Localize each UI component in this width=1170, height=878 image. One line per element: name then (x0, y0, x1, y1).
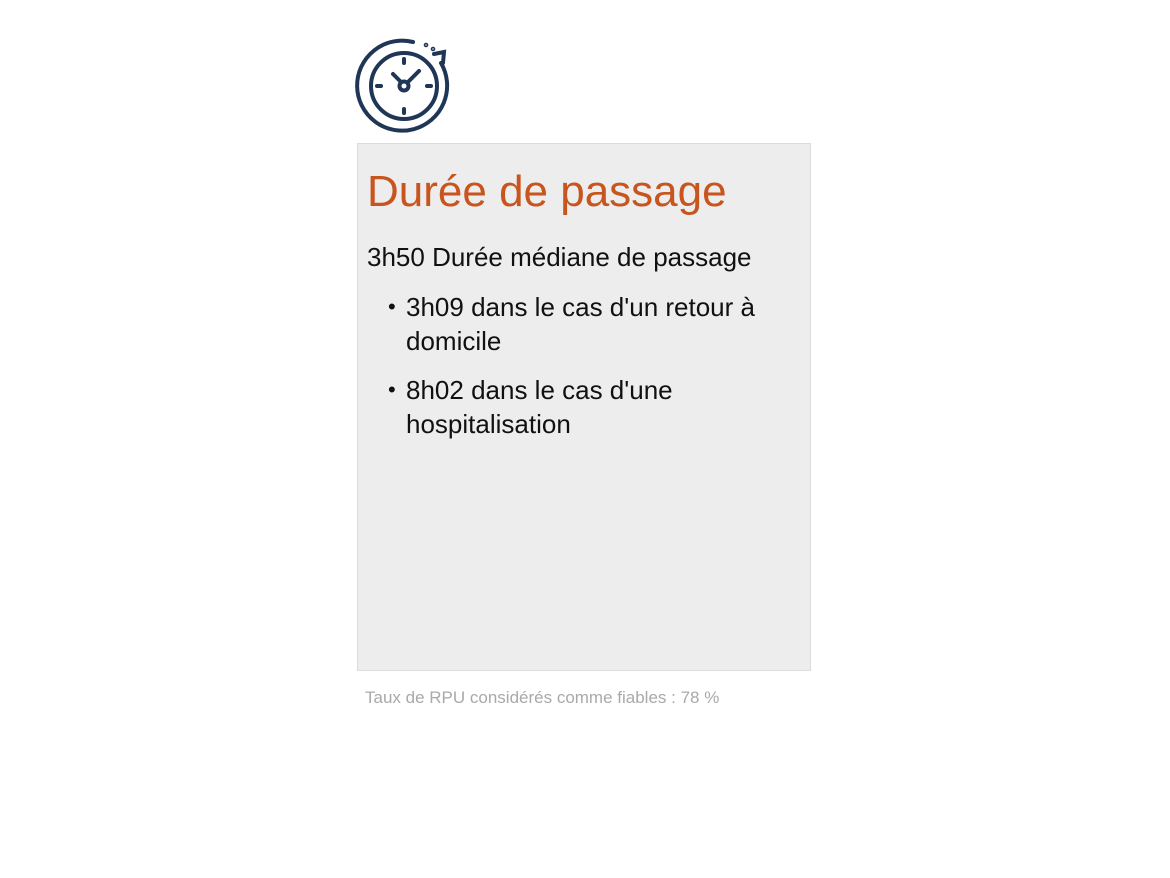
duration-bullet-list (388, 290, 798, 456)
reliability-footnote: Taux de RPU considérés comme fiables : 78 % (365, 688, 720, 707)
bullet-icon: • (388, 294, 396, 319)
list-item (388, 373, 798, 441)
list-item (388, 290, 798, 358)
bullet-icon: • (388, 377, 396, 402)
clock-refresh-icon (353, 35, 455, 137)
bullet-text: 8h02 dans le cas d'une hospitalisation (406, 375, 673, 439)
bullet-text: 3h09 dans le cas d'un retour à domicile (406, 292, 755, 356)
card-title: Durée de passage (367, 167, 727, 216)
info-card (357, 143, 811, 671)
median-duration-text: 3h50 Durée médiane de passage (367, 242, 752, 272)
